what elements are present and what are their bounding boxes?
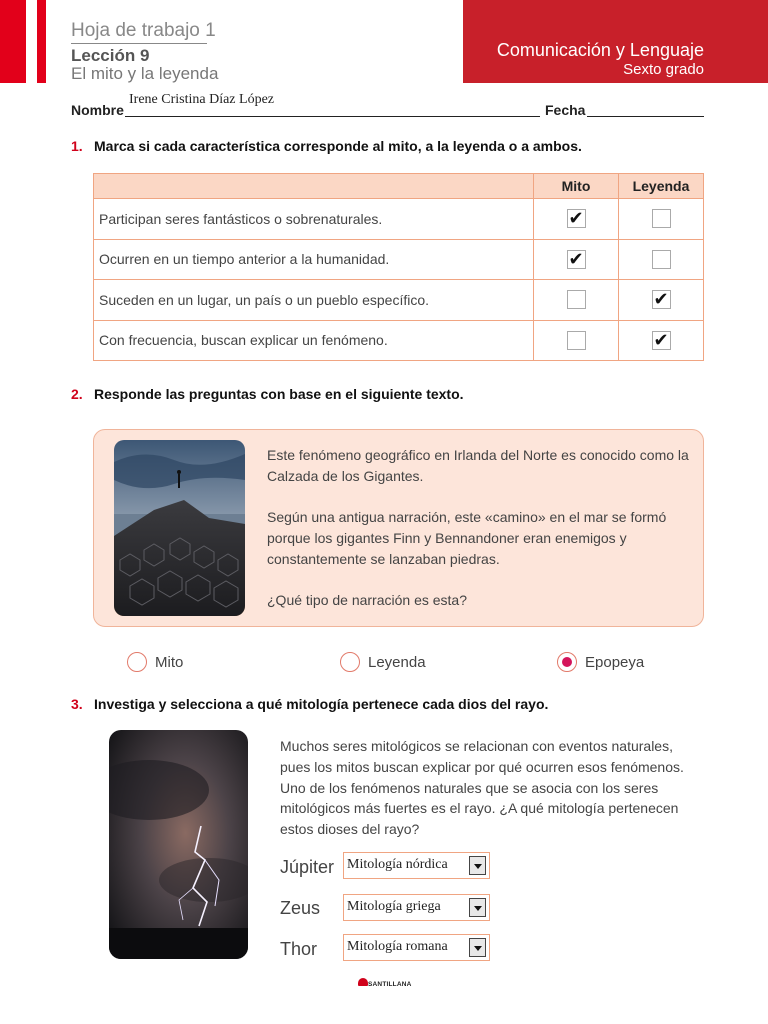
- column-header-mito: Mito: [534, 174, 619, 199]
- question-1: [71, 138, 582, 154]
- god-name-zeus: Zeus: [280, 898, 321, 918]
- santillana-logo-mark: [358, 978, 368, 986]
- name-field[interactable]: Irene Cristina Díaz López: [129, 92, 274, 107]
- table-header-row: [94, 174, 704, 199]
- selected-mythology: Mitología griega: [347, 899, 441, 914]
- name-label: Nombre: [71, 102, 124, 118]
- question-3: [71, 696, 548, 712]
- subject-banner: [463, 0, 768, 83]
- leyenda-checkbox[interactable]: ✔: [653, 289, 669, 310]
- mythology-paragraph: Muchos seres mitológicos se relacionan con eventos naturales, pues los mitos buscan explicar por qué ocurren esos fenómenos. Uno de los fenómenos naturales que se asocia con los seres mitológicos más fuertes es el rayo. ¿A qué mitología pertenecen estos dioses del rayo?: [280, 738, 684, 838]
- question-2: [71, 386, 464, 402]
- santillana-logo: [358, 976, 410, 992]
- radio-epopeya[interactable]: [557, 652, 577, 672]
- reading-paragraph-1: Este fenómeno geográfico en Irlanda del Norte es conocido como la Calzada de los Gigantes.: [267, 447, 689, 484]
- selected-mythology: Mitología romana: [347, 939, 448, 954]
- name-underline: [125, 116, 540, 117]
- characteristic-text: Ocurren en un tiempo anterior a la humanidad.: [94, 239, 534, 280]
- option-label: Epopeya: [585, 653, 645, 671]
- leyenda-checkbox[interactable]: ✔: [653, 329, 669, 350]
- worksheet-title-underline: [71, 43, 207, 44]
- mito-checkbox[interactable]: [567, 331, 586, 350]
- column-header-leyenda: Leyenda: [619, 174, 704, 199]
- option-epopeya[interactable]: [557, 652, 644, 672]
- header-accent-bar-thin: [37, 0, 46, 83]
- option-label: Leyenda: [368, 653, 426, 671]
- question-number: 2.: [71, 386, 83, 402]
- mythology-select-zeus[interactable]: [343, 894, 490, 921]
- table-row: [94, 320, 704, 361]
- characteristics-table: [93, 173, 704, 361]
- radio-leyenda[interactable]: [340, 652, 360, 672]
- reading-paragraph-2: Según una antigua narración, este «camino» en el mar se formó porque los gigantes Finn y Bennandoner eran enemigos y constantemente se lanzaban piedras.: [267, 509, 667, 567]
- worksheet-title: Hoja de trabajo 1: [71, 20, 216, 41]
- lesson-title: El mito y la leyenda: [71, 64, 219, 83]
- lightning-storm-photo: [109, 730, 248, 959]
- mito-checkbox[interactable]: ✔: [568, 208, 584, 229]
- subject-title: Comunicación y Lenguaje: [496, 40, 704, 60]
- question-prompt: Marca si cada característica corresponde al mito, a la leyenda o a ambos.: [94, 138, 582, 154]
- mito-checkbox[interactable]: [567, 290, 586, 309]
- characteristic-text: Con frecuencia, buscan explicar un fenómeno.: [94, 320, 534, 361]
- characteristic-text: Suceden en un lugar, un país o un pueblo específico.: [94, 280, 534, 321]
- option-mito[interactable]: [127, 652, 183, 672]
- santillana-logo-text: SANTILLANA: [368, 981, 412, 988]
- option-label: Mito: [155, 653, 184, 671]
- grade-label: Sexto grado: [623, 61, 704, 78]
- question-prompt: Investiga y selecciona a qué mitología pertenece cada dios del rayo.: [94, 696, 549, 712]
- radio-mito[interactable]: [127, 652, 147, 672]
- leyenda-checkbox[interactable]: [652, 209, 671, 228]
- mito-checkbox[interactable]: ✔: [568, 248, 584, 269]
- leyenda-checkbox[interactable]: [652, 250, 671, 269]
- mythology-select-thor[interactable]: [343, 934, 490, 961]
- table-row: [94, 280, 704, 321]
- question-prompt: Responde las preguntas con base en el siguiente texto.: [94, 386, 464, 402]
- god-name-jupiter: Júpiter: [280, 857, 335, 877]
- date-label: Fecha: [545, 102, 586, 118]
- column-header-characteristic: [94, 174, 534, 199]
- chevron-down-icon[interactable]: [469, 898, 486, 917]
- selected-mythology: Mitología nórdica: [347, 857, 448, 872]
- date-underline: [587, 116, 704, 117]
- god-name-thor: Thor: [280, 939, 318, 959]
- table-row: [94, 239, 704, 280]
- question-number: 1.: [71, 138, 83, 154]
- reading-question: ¿Qué tipo de narración es esta?: [267, 592, 468, 608]
- table-row: [94, 199, 704, 240]
- chevron-down-icon[interactable]: [469, 938, 486, 957]
- lesson-number: Lección 9: [71, 46, 150, 65]
- chevron-down-icon[interactable]: [469, 856, 486, 875]
- header-accent-bar: [0, 0, 26, 83]
- option-leyenda[interactable]: [340, 652, 426, 672]
- question-number: 3.: [71, 696, 83, 712]
- giants-causeway-photo: [114, 440, 245, 616]
- mythology-select-jupiter[interactable]: [343, 852, 490, 879]
- characteristic-text: Participan seres fantásticos o sobrenaturales.: [94, 199, 534, 240]
